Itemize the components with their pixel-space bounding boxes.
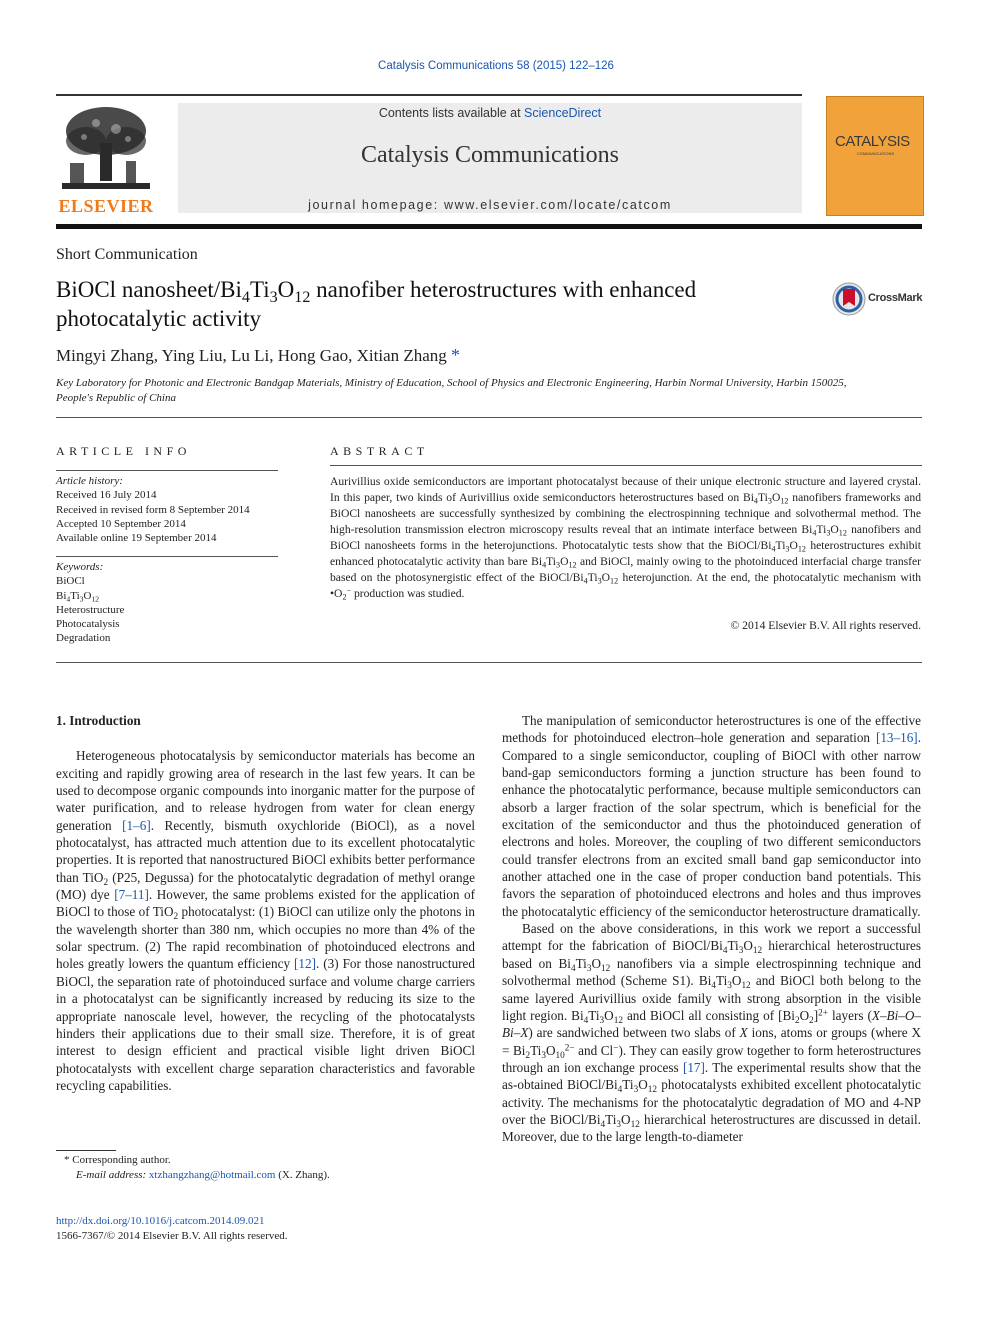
- journal-reference[interactable]: [0, 60, 992, 72]
- keyword-item: Degradation: [56, 632, 111, 645]
- body-rule: [56, 662, 922, 663]
- header-thick-rule: [56, 224, 922, 229]
- footnote-rule: [56, 1150, 116, 1151]
- contents-line: [178, 106, 802, 120]
- abstract-rule: [330, 465, 922, 466]
- journal-homepage: [178, 198, 802, 212]
- keyword-item: $Bi_4Ti_3O_{12}$: [56, 589, 100, 603]
- footnote-corresponding: Corresponding author.: [72, 1154, 171, 1166]
- journal-title: Catalysis Communications: [361, 142, 619, 168]
- keywords-rule: [56, 556, 278, 557]
- doi-link[interactable]: http://dx.doi.org/10.1016/j.catcom.2014.09.021: [56, 1215, 265, 1227]
- crossmark-label: CrossMark: [868, 292, 923, 304]
- footnote: * Corresponding author. E-mail address: xtzhangzhang@hotmail.com (X. Zhang).: [64, 1154, 330, 1181]
- cover-subtitle: COMMUNICATIONS: [857, 151, 895, 156]
- authors-text: Mingyi Zhang, Ying Liu, Lu Li, Hong Gao, Xitian Zhang: [56, 346, 447, 365]
- body-column-right: [502, 712, 921, 1146]
- elsevier-tree-icon: [56, 103, 156, 195]
- abstract-text: Aurivillius oxide semiconductors are important photocatalyst because of their unique electronic structure and layered crystal. In this paper, two kinds of Aurivillius oxide semiconductors heterostructures based on $Bi_4Ti_3O_{12}$ nanofibers frameworks and BiOCl nanosheets are successfully synthesized by combining the electrospinning technique and solvothermal method. The high-resolution transmission electron microscopy results reveal that an intimate interface between $Bi_4Ti_3O_{12}$ nanofibers and BiOCl nanosheets forms in the heterojunctions. Photocatalytic tests show that the BiOCl/$Bi_4Ti_3O_{12}$ heterostructures exhibit enhanced photocatalytic activity than bare $Bi_4Ti_3O_{12}$ and BiOCl, mainly owing to the photoinduced interfacial charge transfer based on the photosynergistic effect of the BiOCl/$Bi_4Ti_3O_{12}$ heterojunction. At the end, the photocatalytic mechanism with $•O_2^-$ production was studied.: [330, 475, 921, 602]
- cover-title: CATALYSIS: [835, 133, 910, 150]
- crossmark-icon: [832, 282, 866, 316]
- article-info-rule: [56, 470, 278, 471]
- article-title: BiOCl nanosheet/$Bi_4Ti_3O_{12}$ nanofiber heterostructures with enhanced photocatalytic activity: [56, 277, 697, 331]
- affiliation: Key Laboratory for Photonic and Electronic Bandgap Materials, Ministry of Education, School of Physics and Electronic Engineering, Harbin Normal University, Harbin 150025, People's Republic of China: [56, 377, 847, 404]
- citation-link[interactable]: [13–16]: [875, 730, 918, 746]
- email-suffix: (X. Zhang).: [275, 1169, 330, 1181]
- corresponding-author-mark[interactable]: *: [451, 345, 461, 365]
- citation-link[interactable]: [1–6]: [122, 817, 151, 833]
- article-info-heading: ARTICLE INFO: [56, 444, 191, 458]
- journal-reference-link[interactable]: Catalysis Communications 58 (2015) 122–126: [378, 60, 614, 72]
- article-type: Short Communication: [56, 246, 198, 263]
- section-rule: [56, 417, 922, 418]
- author-list: [56, 345, 460, 366]
- body-column-left: [56, 712, 475, 1094]
- citation-link[interactable]: [17]: [682, 1059, 705, 1075]
- citation-link[interactable]: [12]: [294, 956, 317, 972]
- homepage-prefix: journal homepage:: [308, 198, 444, 212]
- citation-link[interactable]: [7–11]: [114, 887, 149, 903]
- history-online: Available online 19 September 2014: [56, 532, 217, 545]
- homepage-link[interactable]: www.elsevier.com/locate/catcom: [443, 198, 672, 212]
- issn-line: 1566-7367/© 2014 Elsevier B.V. All rights reserved.: [56, 1230, 288, 1242]
- history-revised: Received in revised form 8 September 2014: [56, 503, 250, 516]
- paragraph: The manipulation of semiconductor heterostructures is one of the effective methods for photoinduced electron–hole generation and separation [13–16]. Compared to a single semiconductor, coupling of BiOCl with other narrow band-gap semiconductors forming a junction structure has been found to enhance the photocatalytic performance, because multiple semiconductors can absorb a larger fraction of the solar spectrum, which is beneficial for the excitation of the semiconductor and thus the photoinduced generation of electrons and holes. Moreover, the coupling of two different semiconductors could transfer electrons from an excited small band gap semiconductor into another attached one in the case of proper conduction band potentials. This favors the separation of photoinduced electrons and holes and thus improves the photocatalytic efficiency of the semiconductor heterostructure dramatically.: [502, 713, 921, 919]
- section-heading: 1. Introduction: [56, 713, 141, 728]
- elsevier-wordmark: ELSEVIER: [58, 196, 154, 216]
- keyword-item: Heterostructure: [56, 603, 125, 616]
- keyword-item: Photocatalysis: [56, 618, 120, 631]
- history-accepted: Accepted 10 September 2014: [56, 517, 186, 530]
- journal-cover[interactable]: [826, 96, 924, 216]
- email-link[interactable]: xtzhangzhang@hotmail.com: [148, 1169, 276, 1181]
- keywords-label: Keywords:: [56, 561, 104, 573]
- sciencedirect-link[interactable]: ScienceDirect: [524, 106, 602, 120]
- header-rule: [56, 94, 802, 96]
- history-received: Received 16 July 2014: [56, 489, 157, 502]
- abstract-heading: ABSTRACT: [330, 444, 429, 458]
- abstract-copyright: © 2014 Elsevier B.V. All rights reserved.: [730, 619, 921, 632]
- email-label: E-mail address:: [76, 1169, 149, 1181]
- history-label: Article history:: [56, 475, 123, 487]
- article-history: [56, 474, 286, 545]
- paragraph: Based on the above considerations, in this work we report a successful attempt for the fabrication of BiOCl/$Bi_4Ti_3O_{12}$ hierarchical heterostructures based on $Bi_4Ti_3O_{12}$ nanofibers via a simple electrospinning technique and solvothermal method (Scheme S1). $Bi_4Ti_3O_{12}$ and BiOCl both belong to the same layered Aurivillius oxide family with strong absorption in the visible light region. $Bi_4Ti_3O_{12}$ and BiOCl all consisting of $[Bi_2O_2]^{2+}$ layers (X–Bi–O–Bi–X) are sandwiched between two slabs of X ions, atoms or groups (where $X = Bi_2Ti_3O_{10}^{2-}$ and Cl−). They can easily grow together to form heterostructures through an ion exchange process [17]. The experimental results show that the as-obtained BiOCl/$Bi_4Ti_3O_{12}$ photocatalysts exhibited excellent photocatalytic activity. The mechanisms for the photocatalytic degradation of MO and 4-NP over the BiOCl/$Bi_4Ti_3O_{12}$ hierarchical heterostructures are discussed in detail. Moreover, due to the large length-to-diameter: [502, 921, 921, 1145]
- doi-block: [56, 1214, 288, 1244]
- keyword-item: BiOCl: [56, 575, 85, 588]
- keywords: [56, 560, 286, 646]
- crossmark-badge[interactable]: [832, 282, 922, 316]
- paragraph: Heterogeneous photocatalysis by semiconductor materials has become an exciting and rapidly growing area of research in the last few years. It can be used to decompose organic compounds into inorganic matter for the purpose of water purification, and to release hydrogen from water for clean energy generation [1–6]. Recently, bismuth oxychloride (BiOCl), as a novel photocatalyst, has attracted much attention due to its excellent photocatalytic properties. It is reported that nanostructured BiOCl exhibits better performance than TiO$_2$ (P25, Degussa) for the photocatalytic degradation of methyl orange (MO) dye [7–11]. However, the same problems existed for the application of BiOCl to those of TiO$_2$ photocatalyst: (1) BiOCl can utilize only the photons in the wavelength shorter than 380 nm, which occupies no more than 4% of the solar spectrum. (2) The rapid recombination of photoinduced electrons and holes greatly lowers the quantum efficiency [12]. (3) For those nanostructured BiOCl, the separation rate of photoinduced surface and volume charge carriers in a photocatalyst can be significantly increased by reducing its size to the appropriate nanoscale level, however, the recycling of the photocatalysts hinders their applications due to their small size. Therefore, it is of great interest to design efficient and practical visible light driven BiOCl photocatalysts with excellent charge separation characteristics and favorable recycling capabilities.: [56, 748, 476, 1093]
- contents-prefix: Contents lists available at: [378, 106, 525, 120]
